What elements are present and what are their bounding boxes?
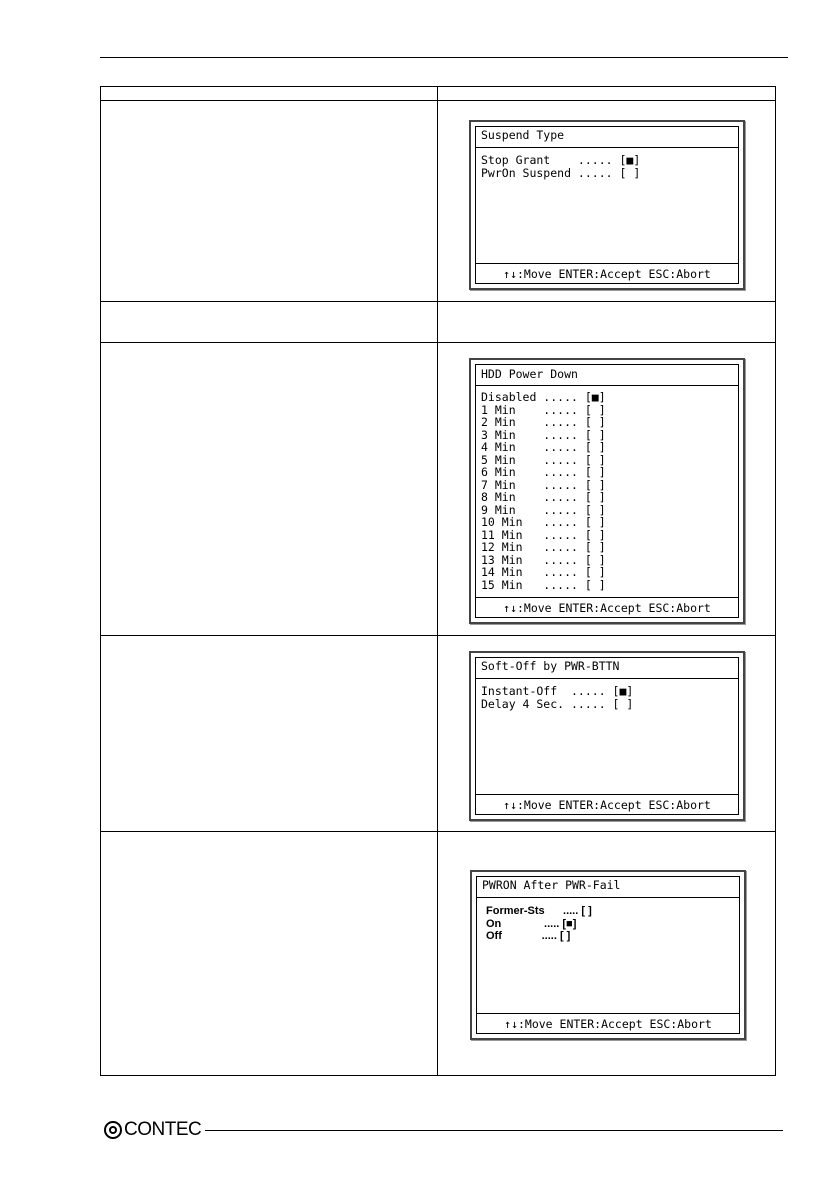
hdd-power-down-dialog	[469, 358, 745, 624]
dialog-title: Soft-Off by PWR-BTTN	[481, 659, 620, 673]
option-8-min[interactable]: 8 Min ..... [ ]	[481, 490, 606, 504]
option-disabled[interactable]: Disabled ..... [■]	[481, 390, 606, 404]
option-10-min[interactable]: 10 Min ..... [ ]	[481, 515, 606, 529]
title-separator	[475, 147, 739, 148]
option-delay-4-sec[interactable]: Delay 4 Sec. ..... [ ]	[481, 696, 634, 711]
option-stop-grant[interactable]: Stop Grant ..... [■]	[481, 153, 641, 167]
option-13-min[interactable]: 13 Min ..... [ ]	[481, 552, 606, 567]
title-separator	[475, 385, 739, 386]
option-11-min[interactable]: 11 Min ..... [ ]	[481, 527, 606, 542]
soft-off-dialog	[469, 651, 745, 821]
brand-name: CONTEC	[124, 1119, 202, 1140]
footer-rule	[205, 1130, 783, 1131]
option-3-min[interactable]: 3 Min ..... [ ]	[481, 427, 606, 442]
option-6-min[interactable]: 6 Min ..... [ ]	[481, 465, 606, 479]
dialog-title: Suspend Type	[481, 128, 565, 142]
dialog-title: PWRON After PWR-Fail	[482, 878, 621, 892]
row-divider	[101, 635, 775, 636]
row-divider	[101, 342, 775, 343]
contec-logo-icon	[104, 1121, 122, 1139]
option-list	[481, 154, 640, 179]
contec-logo	[104, 1119, 201, 1141]
dialog-frame	[476, 876, 740, 1034]
option-1-min[interactable]: 1 Min ..... [ ]	[481, 402, 606, 417]
pwron-after-pwr-fail-dialog	[470, 870, 746, 1040]
option-list	[481, 685, 633, 710]
option-pwron-suspend[interactable]: PwrOn Suspend ..... [ ]	[481, 165, 641, 180]
dialog-footer: ↑↓:Move ENTER:Accept ESC:Abort	[475, 263, 739, 284]
row-divider	[101, 301, 775, 302]
option-12-min[interactable]: 12 Min ..... [ ]	[481, 540, 606, 554]
header-rule	[100, 57, 788, 58]
option-on[interactable]: On ..... [■]	[486, 917, 577, 930]
dialog-footer: ↑↓:Move ENTER:Accept ESC:Abort	[476, 1013, 740, 1034]
row-divider	[101, 831, 775, 832]
dialog-footer: ↑↓:Move ENTER:Accept ESC:Abort	[475, 597, 739, 618]
option-list	[481, 391, 606, 591]
dialog-frame	[475, 657, 739, 815]
option-9-min[interactable]: 9 Min ..... [ ]	[481, 502, 606, 517]
option-7-min[interactable]: 7 Min ..... [ ]	[481, 477, 606, 492]
dialog-footer: ↑↓:Move ENTER:Accept ESC:Abort	[475, 794, 739, 815]
option-15-min[interactable]: 15 Min ..... [ ]	[481, 577, 606, 592]
suspend-type-dialog	[469, 120, 745, 290]
column-divider	[437, 87, 438, 1075]
title-separator	[475, 678, 739, 679]
option-2-min[interactable]: 2 Min ..... [ ]	[481, 415, 606, 429]
option-4-min[interactable]: 4 Min ..... [ ]	[481, 440, 606, 454]
dialog-frame	[475, 126, 739, 284]
option-off[interactable]: Off ..... [ ]	[486, 930, 571, 942]
option-5-min[interactable]: 5 Min ..... [ ]	[481, 452, 606, 467]
option-14-min[interactable]: 14 Min ..... [ ]	[481, 565, 606, 579]
title-separator	[476, 897, 740, 898]
header-row-divider	[101, 100, 775, 101]
option-instant-off[interactable]: Instant-Off ..... [■]	[481, 684, 634, 698]
option-list	[486, 905, 592, 943]
option-former-sts[interactable]: Former-Sts ..... [ ]	[486, 905, 592, 917]
dialog-title: HDD Power Down	[481, 367, 578, 381]
